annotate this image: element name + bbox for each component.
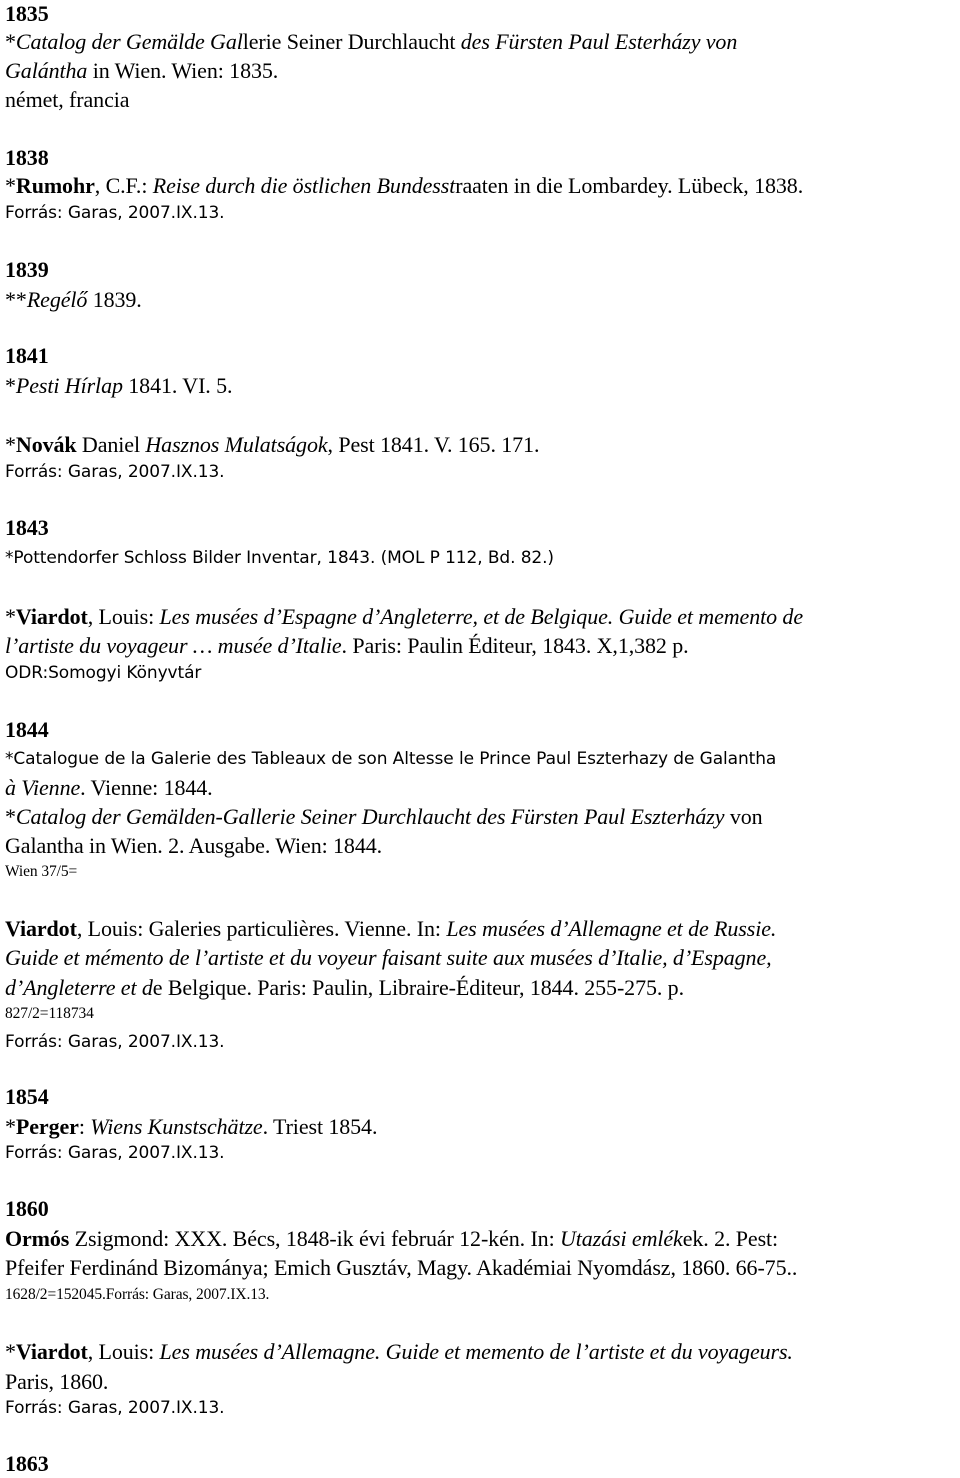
text-segment: des Fürsten Paul Esterházy von [460,29,738,54]
text-segment: Rumohr [15,173,95,198]
text-line [5,861,77,883]
text-segment: * [5,29,16,54]
text-segment: 1838 [5,145,49,170]
text-segment: Wiens Kunstschätze [90,1114,263,1139]
year-heading [5,342,49,370]
text-segment: Catalog der Gemälde Gal [15,29,243,54]
text-segment: l’artiste du voyageur … musée d’Italie [5,633,342,658]
year-heading [5,514,49,542]
text-line [5,745,776,773]
text-segment: Utazási emlék [559,1226,683,1251]
text-segment: Perger [15,1114,79,1139]
text-line [5,1368,108,1396]
text-segment: , Louis: Galeries particulières. Vienne. In: [76,916,447,941]
text-segment: 1628/2=152045.Forrás: Garas, 2007.IX.13. [5,1286,270,1303]
text-line [5,803,763,831]
text-segment: . Vienne: 1844. [80,775,213,800]
text-segment: Paris, 1860. [5,1369,109,1394]
text-segment: 1835 [5,1,49,26]
text-segment: *Pottendorfer Schloss Bilder Inventar, 1843. (MOL P 112, Bd. 82.) [5,548,554,568]
text-segment: Viardot [15,604,88,629]
text-segment: 1843 [5,515,49,540]
text-segment: * [5,173,16,198]
text-line [5,974,684,1002]
text-segment: : [78,1114,91,1139]
text-line [5,1284,269,1306]
text-segment: * [5,432,16,457]
text-line [5,28,737,56]
text-segment: Galantha in Wien. 2. Ausgabe. Wien: 1844. [5,833,383,858]
text-segment: 1863 [5,1451,49,1476]
text-line [5,57,278,85]
text-segment: Pesti Hírlap [15,373,123,398]
text-segment: Pfeifer Ferdinánd Bizományа; Emich Gusztáv, Magy. Akadémiai Nyomdász, 1860. 66-75.. [5,1255,798,1280]
text-line [5,202,225,224]
text-segment: Forrás: Garas, 2007.IX.13. [5,203,225,223]
text-line [5,603,803,631]
text-line [5,632,689,660]
text-segment: raaten in die Lombardey. Lübeck, 1838. [455,173,804,198]
text-segment: Ormós [5,1226,70,1251]
text-line [5,1338,793,1366]
text-segment: * [5,804,16,829]
text-segment: * [5,373,16,398]
text-segment: Regélő [26,287,88,312]
text-line [5,1142,225,1164]
text-segment: Viardot [15,1339,88,1364]
text-line [5,172,803,200]
year-heading [5,0,49,28]
text-line [5,1254,797,1282]
text-segment: német, francia [5,87,130,112]
text-segment: Forrás: Garas, 2007.IX.13. [5,1032,225,1052]
text-segment: * [5,604,16,629]
text-segment: Viardot [5,916,77,941]
text-segment: Guide et mémento de l’artiste et du voyeur faisant suite aux musées d’Italie, d’Espagne, [5,945,772,970]
text-segment: Wien 37/5= [5,863,78,880]
text-segment: Zsigmond: XXX. Bécs, 1848-ik évi február 12-kén. In: [69,1226,560,1251]
text-line [5,286,142,314]
year-heading [5,256,49,284]
text-segment: e Belgique. Paris: Paulin, Libraire-Éditeur, 1844. 255-275. p. [152,975,684,1000]
text-line [5,662,201,684]
text-segment: , Louis: [87,604,160,629]
text-segment: ** [5,287,27,312]
text-segment: 1860 [5,1196,49,1221]
text-segment: , Pest 1841. V. 165. 171. [327,432,540,457]
text-segment: Hasznos Mulatságok [145,432,328,457]
text-line [5,86,129,114]
text-segment: Daniel [76,432,146,457]
year-heading [5,144,49,172]
text-line [5,544,554,572]
text-line [5,372,232,400]
year-heading [5,716,49,744]
text-line [5,431,539,459]
text-segment: Novák [15,432,77,457]
text-segment: . Triest 1854. [262,1114,378,1139]
text-segment: Reise durch die östlichen Bundesst [152,173,456,198]
text-segment: lerie Seiner Durchlaucht [242,29,461,54]
text-segment: Les musées d’Allemagne et de Russie. [446,916,777,941]
text-line [5,774,213,802]
text-segment: Les musées d’Espagne d’Angleterre, et de Belgique. Guide et memento de [159,604,803,629]
text-line [5,944,772,972]
text-segment: à Vienne [5,775,81,800]
text-segment: , C.F.: [94,173,153,198]
text-segment: 1841. VI. 5. [122,373,233,398]
text-segment: 1839 [5,257,49,282]
text-segment: 1854 [5,1084,49,1109]
text-segment: Forrás: Garas, 2007.IX.13. [5,1143,225,1163]
text-segment: * [5,1114,16,1139]
text-segment: *Catalogue de la Galerie des Tableaux de son Altesse le Prince Paul Eszterhazy de Galantha [5,749,777,769]
text-line [5,915,776,943]
text-segment: * [5,1339,16,1364]
text-segment: 1841 [5,343,49,368]
text-line [5,1003,94,1025]
text-line [5,1031,225,1053]
text-segment: . Paris: Paulin Éditeur, 1843. X,1,382 p. [341,633,689,658]
year-heading [5,1083,49,1111]
text-line [5,1225,778,1253]
year-heading [5,1450,49,1478]
text-segment: Galántha [5,58,88,83]
text-segment: von [724,804,763,829]
text-line [5,461,225,483]
text-segment: in Wien. Wien: 1835. [87,58,279,83]
text-segment: 827/2=118734 [5,1005,94,1022]
text-segment: Les musées d’Allemagne. Guide et memento de l’artiste et du voyageurs. [159,1339,793,1364]
text-line [5,1397,225,1419]
text-segment: , Louis: [87,1339,160,1364]
text-segment: ek. 2. Pest: [682,1226,779,1251]
text-segment: Catalog der Gemälden-Gallerie Seiner Durchlaucht des Fürsten Paul Eszterházy [15,804,725,829]
text-segment: Forrás: Garas, 2007.IX.13. [5,462,225,482]
year-heading [5,1195,49,1223]
text-segment: d’Angleterre et d [5,975,153,1000]
text-line [5,832,382,860]
text-segment: 1844 [5,717,49,742]
text-segment: 1839. [87,287,142,312]
text-segment: Forrás: Garas, 2007.IX.13. [5,1398,225,1418]
text-segment: ODR:Somogyi Könyvtár [5,663,202,683]
text-line [5,1113,377,1141]
